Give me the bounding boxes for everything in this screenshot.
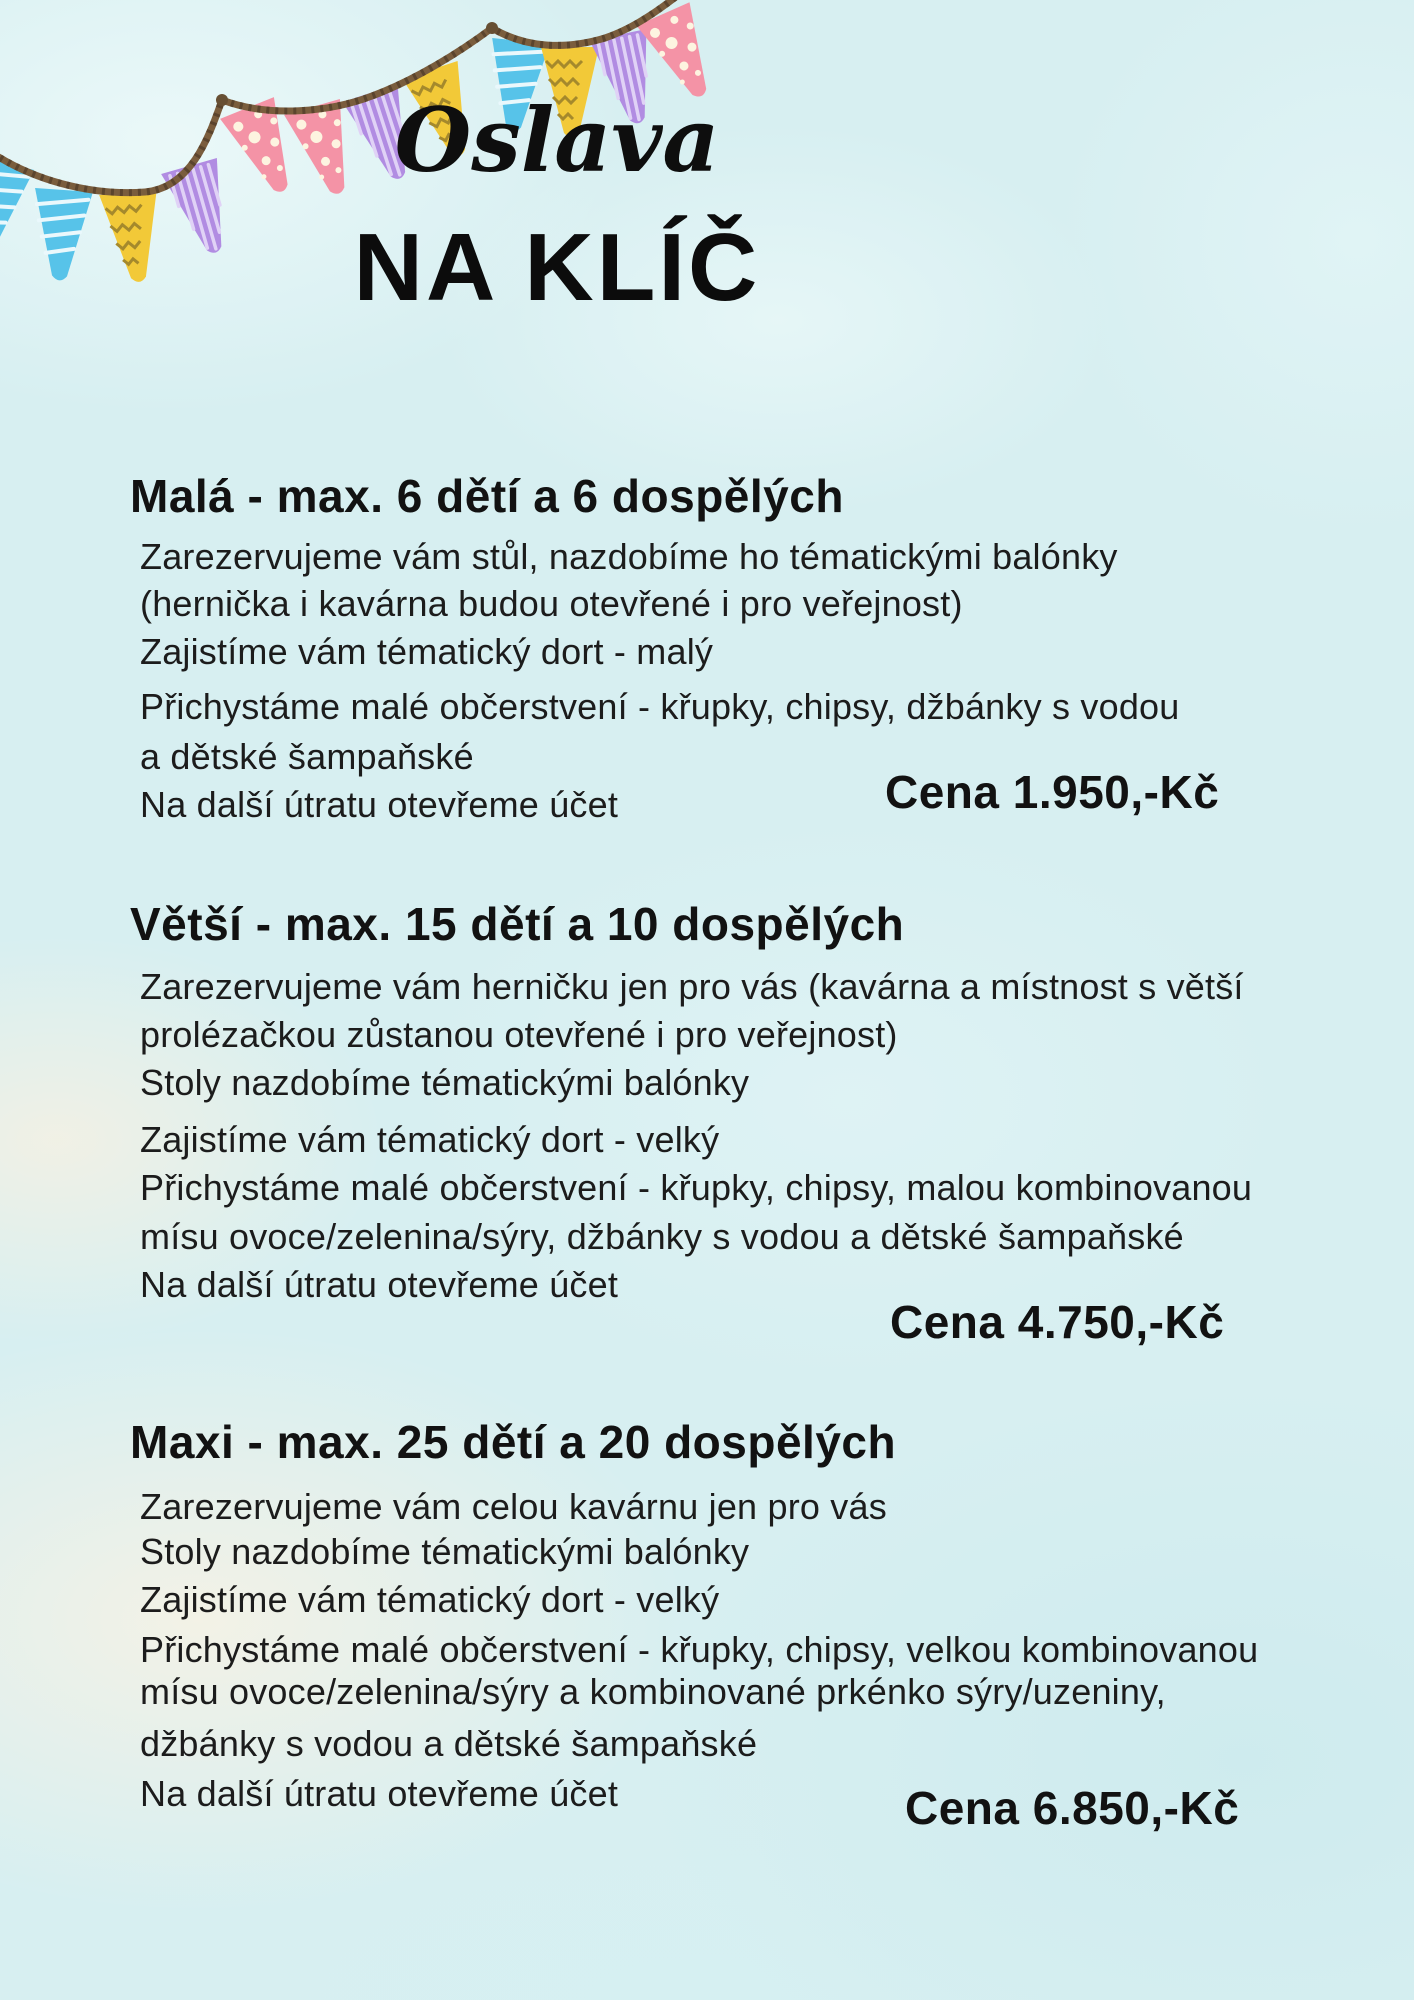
section-line: Na další útratu otevřeme účet: [140, 1773, 619, 1814]
section-line: Přichystáme malé občerstvení - křupky, chipsy, džbánky s vodou: [140, 686, 1180, 727]
section-line: Stoly nazdobíme tématickými balónky: [140, 1062, 750, 1103]
price-label: Cena 4.750,-Kč: [890, 1296, 1225, 1348]
section-line: Na další útratu otevřeme účet: [140, 784, 619, 825]
section-line: Zajistíme vám tématický dort - malý: [140, 631, 714, 672]
section-line: (hernička i kavárna budou otevřené i pro veřejnost): [140, 583, 963, 624]
section-heading: Malá - max. 6 dětí a 6 dospělých: [130, 470, 844, 522]
rope-knot: [486, 22, 498, 34]
section-heading: Větší - max. 15 dětí a 10 dospělých: [130, 898, 905, 950]
section-line: Přichystáme malé občerstvení - křupky, chipsy, malou kombinovanou: [140, 1167, 1253, 1208]
section-line: prolézačkou zůstanou otevřené i pro veřejnost): [140, 1014, 898, 1055]
price-label: Cena 6.850,-Kč: [905, 1782, 1240, 1834]
section-line: mísu ovoce/zelenina/sýry a kombinované prkénko sýry/uzeniny,: [140, 1671, 1166, 1712]
page-title: NA KLÍČ: [353, 214, 761, 321]
section-line: Zarezervujeme vám herničku jen pro vás (kavárna a místnost s větší: [140, 966, 1244, 1007]
section-line: džbánky s vodou a dětské šampaňské: [140, 1723, 758, 1764]
section-line: Zarezervujeme vám stůl, nazdobíme ho tématickými balónky: [140, 536, 1118, 577]
section-line: Na další útratu otevřeme účet: [140, 1264, 619, 1305]
section-line: Stoly nazdobíme tématickými balónky: [140, 1531, 750, 1572]
section-line: Zajistíme vám tématický dort - velký: [140, 1119, 720, 1160]
section-line: a dětské šampaňské: [140, 736, 474, 777]
price-label: Cena 1.950,-Kč: [885, 766, 1220, 818]
section-line: Zarezervujeme vám celou kavárnu jen pro vás: [140, 1486, 887, 1527]
section-heading: Maxi - max. 25 dětí a 20 dospělých: [130, 1416, 897, 1468]
section-line: Přichystáme malé občerstvení - křupky, chipsy, velkou kombinovanou: [140, 1629, 1259, 1670]
section-line: Zajistíme vám tématický dort - velký: [140, 1579, 720, 1620]
script-title: Oslava: [394, 88, 720, 192]
section-line: mísu ovoce/zelenina/sýry, džbánky s vodou a dětské šampaňské: [140, 1216, 1184, 1257]
